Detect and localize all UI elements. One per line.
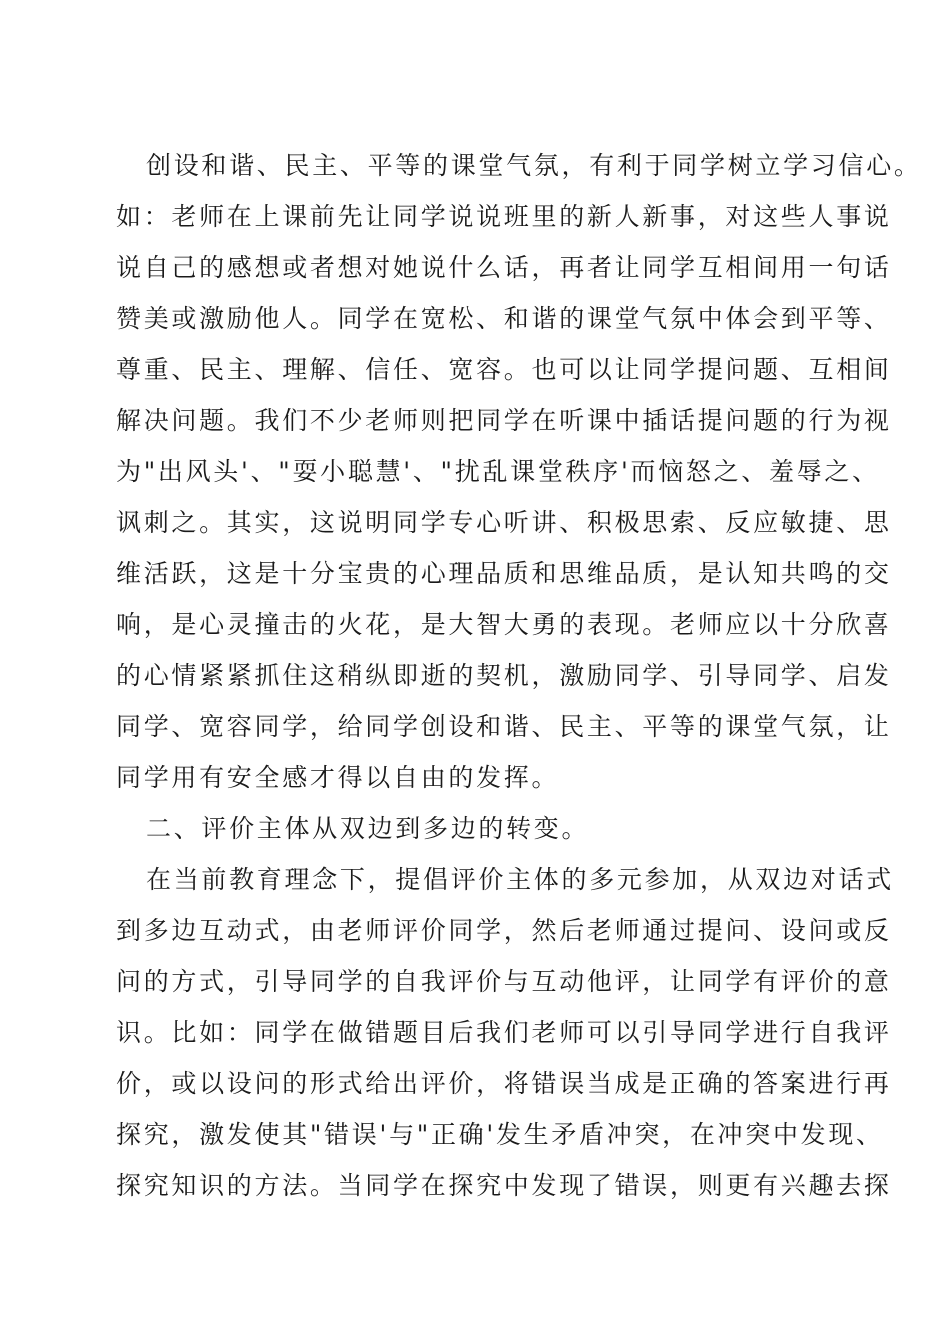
paragraph-line: 探究知识的方法。当同学在探究中发现了错误，则更有兴趣去探 (116, 1171, 892, 1200)
paragraph-line: 的心情紧紧抓住这稍纵即逝的契机，激励同学、引导同学、启发 (116, 661, 892, 690)
section-heading: 二、评价主体从双边到多边的转变。 (146, 814, 590, 843)
paragraph-line: 为"出风头'、"耍小聪慧'、"扰乱课堂秩序'而恼怒之、羞辱之、 (116, 457, 880, 486)
paragraph-line: 探究，激发使其"错误'与"正确'发生矛盾冲突，在冲突中发现、 (116, 1120, 884, 1149)
paragraph-line: 说自己的感想或者想对她说什么话，再者让同学互相间用一句话 (116, 253, 892, 282)
paragraph-line: 如：老师在上课前先让同学说说班里的新人新事，对这些人事说 (116, 202, 892, 231)
paragraph-line: 解决问题。我们不少老师则把同学在听课中插话提问题的行为视 (116, 406, 892, 435)
paragraph-line: 尊重、民主、理解、信任、宽容。也可以让同学提问题、互相间 (116, 355, 892, 384)
paragraph-line: 识。比如：同学在做错题目后我们老师可以引导同学进行自我评 (116, 1018, 892, 1047)
paragraph-line: 创设和谐、民主、平等的课堂气氛，有利于同学树立学习信心。 (146, 151, 922, 180)
paragraph-line: 到多边互动式，由老师评价同学，然后老师通过提问、设问或反 (116, 916, 892, 945)
paragraph-line: 讽刺之。其实，这说明同学专心听讲、积极思索、反应敏捷、思 (116, 508, 892, 537)
paragraph-line: 问的方式，引导同学的自我评价与互动他评，让同学有评价的意 (116, 967, 892, 996)
paragraph-line: 同学用有安全感才得以自由的发挥。 (116, 763, 560, 792)
paragraph-line: 同学、宽容同学，给同学创设和谐、民主、平等的课堂气氛，让 (116, 712, 892, 741)
paragraph-line: 维活跃，这是十分宝贵的心理品质和思维品质，是认知共鸣的交 (116, 559, 892, 588)
paragraph-line: 在当前教育理念下，提倡评价主体的多元参加，从双边对话式 (146, 865, 894, 894)
paragraph-line: 价，或以设问的形式给出评价，将错误当成是正确的答案进行再 (116, 1069, 892, 1098)
paragraph-line: 响，是心灵撞击的火花，是大智大勇的表现。老师应以十分欣喜 (116, 610, 892, 639)
paragraph-line: 赞美或激励他人。同学在宽松、和谐的课堂气氛中体会到平等、 (116, 304, 892, 333)
